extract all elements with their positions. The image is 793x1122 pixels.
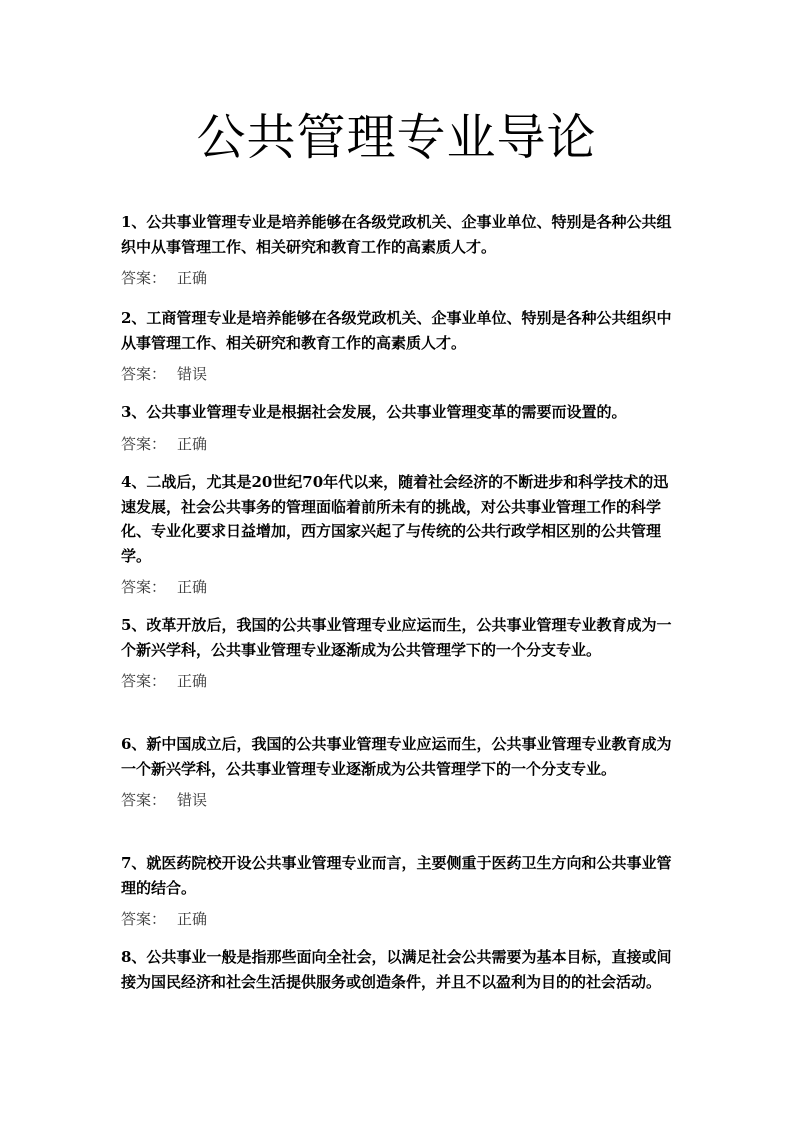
question-text: 8、公共事业一般是指那些面向全社会，以满足社会公共需要为基本目标，直接或间接为国民经济和社会生活提供服务或创造条件，并且不以盈利为目的的社会活动。 bbox=[121, 948, 672, 991]
question-item-8 bbox=[121, 945, 681, 994]
question-text: 3、公共事业管理专业是根据社会发展，公共事业管理变革的需要而设置的。 bbox=[121, 403, 627, 421]
answer-line bbox=[121, 909, 681, 929]
answer-label: 答案： bbox=[121, 672, 167, 690]
answer-label: 答案： bbox=[121, 578, 167, 596]
question-item-2 bbox=[121, 306, 681, 384]
answer-value: 错误 bbox=[177, 365, 208, 383]
question-item-7 bbox=[121, 851, 681, 929]
question-item-5 bbox=[121, 613, 681, 691]
question-item-6 bbox=[121, 732, 681, 810]
answer-label: 答案： bbox=[121, 791, 167, 809]
question-item-1 bbox=[121, 210, 681, 288]
answer-line bbox=[121, 364, 681, 384]
question-text: 6、新中国成立后，我国的公共事业管理专业应运而生，公共事业管理专业教育成为一个新兴学科，公共事业管理专业逐渐成为公共管理学下的一个分支专业。 bbox=[121, 735, 672, 778]
answer-value: 正确 bbox=[177, 434, 208, 453]
answer-line bbox=[121, 790, 681, 810]
question-text: 4、二战后，尤其是20世纪70年代以来，随着社会经济的不断进步和科学技术的迅速发展，社会公共事务的管理面临着前所未有的挑战，对公共事业管理工作的科学化、专业化要求日益增加，西方国家兴起了与传统的公共行政学相区别的公共管理学。 bbox=[121, 473, 669, 565]
answer-value: 正确 bbox=[177, 910, 208, 928]
answer-label: 答案： bbox=[121, 365, 167, 383]
answer-value: 错误 bbox=[177, 791, 208, 809]
answer-line bbox=[121, 671, 681, 691]
answer-value: 正确 bbox=[177, 269, 208, 287]
answer-label: 答案： bbox=[121, 910, 167, 928]
answer-line bbox=[121, 268, 681, 288]
answer-line bbox=[121, 577, 681, 597]
page-title: 公共管理专业导论 bbox=[196, 109, 597, 166]
question-item-3 bbox=[121, 400, 681, 454]
question-text: 1、公共事业管理专业是培养能够在各级党政机关、企事业单位、特别是各种公共组织中从事管理工作、相关研究和教育工作的高素质人才。 bbox=[121, 213, 672, 256]
answer-value: 正确 bbox=[177, 578, 208, 596]
question-item-4 bbox=[121, 470, 681, 597]
answer-value: 正确 bbox=[177, 672, 208, 690]
question-text: 2、工商管理专业是培养能够在各级党政机关、企事业单位、特别是各种公共组织中从事管理工作、相关研究和教育工作的高素质人才。 bbox=[121, 309, 672, 352]
answer-line bbox=[121, 434, 681, 454]
question-text: 7、就医药院校开设公共事业管理专业而言，主要侧重于医药卫生方向和公共事业管理的结合。 bbox=[121, 854, 672, 897]
question-text: 5、改革开放后，我国的公共事业管理专业应运而生，公共事业管理专业教育成为一个新兴学科，公共事业管理专业逐渐成为公共管理学下的一个分支专业。 bbox=[121, 616, 672, 659]
answer-label: 答案： bbox=[121, 434, 167, 453]
answer-label: 答案： bbox=[121, 269, 167, 287]
